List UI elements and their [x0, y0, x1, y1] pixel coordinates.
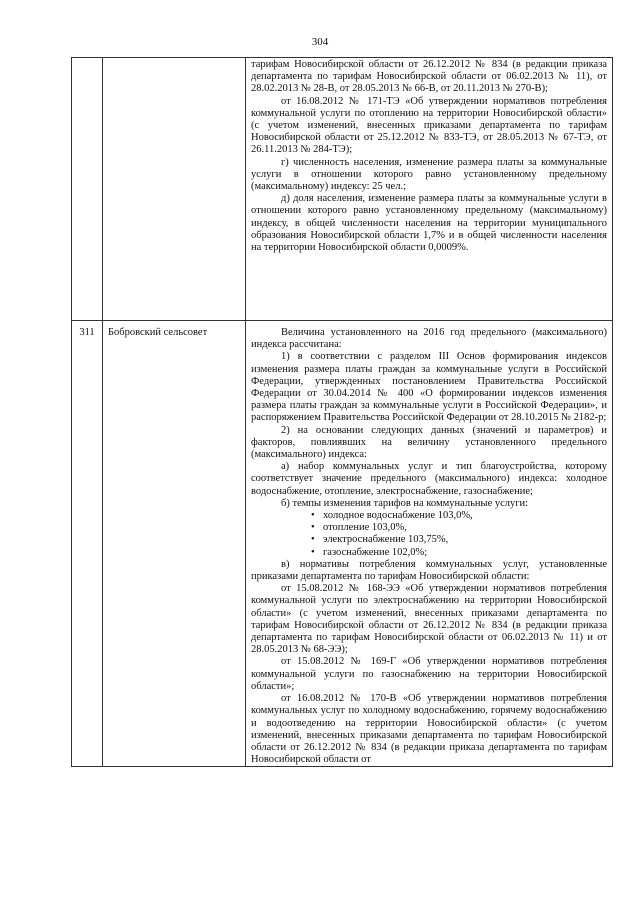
table-row	[72, 58, 613, 321]
paragraph: от 15.08.2012 № 169-Г «Об утверждении нормативов потребления коммунальной услуги по газоснабжению на территории Новосибирской области»;	[251, 656, 607, 692]
list-item: • холодное водоснабжение 103,0%,	[311, 510, 607, 522]
description-cell	[246, 321, 613, 767]
municipality-name-cell: Бобровский сельсовет	[103, 321, 246, 767]
paragraph: г) численность населения, изменение размера платы за коммунальные услуги в отношении которого равно установленному предельному (максимальному) индексу: 25 чел.;	[251, 156, 607, 193]
paragraph: тарифам Новосибирской области от 26.12.2012 № 834 (в редакции приказа департамента по тарифам Новосибирской области от 06.02.2013 № 11), от 28.02.2013 № 28-В, от 28.05.2013 № 66-В, от 20.11.2013 № 270-В);	[251, 59, 607, 95]
list-item: • отопление 103,0%,	[311, 522, 607, 534]
paragraph: от 15.08.2012 № 168-ЭЭ «Об утверждении нормативов потребления коммунальной услуги по электроснабжению на территории Новосибирской области» (с учетом изменений, внесенных приказами департамента по тарифам Новосибирской области от 26.12.2012 № 834 (в редакции приказа департамента по тарифам Новосибирской области от 06.02.2013 № 11) и от 28.05.2013 № 68-ЭЭ);	[251, 583, 607, 656]
row-number-cell	[72, 58, 103, 321]
paragraph: Величина установленного на 2016 год предельного (максимального) индекса рассчитана:	[251, 327, 607, 351]
paragraph: 2) на основании следующих данных (значений и параметров) и факторов, повлиявших на величину установленного предельного (максимального) индекса:	[251, 424, 607, 461]
page-number: 304	[311, 36, 329, 48]
paragraph: в) нормативы потребления коммунальных услуг, установленные приказами департамента по тарифам Новосибирской области:	[251, 558, 607, 583]
list-item: • газоснабжение 102,0%;	[311, 547, 607, 559]
document-table	[71, 57, 613, 767]
paragraph: д) доля населения, изменение размера платы за коммунальные услуги в отношении которого равно установленному предельному (максимальному) индексу, в общей численности населения на территории муниципального образования Новосибирской области 1,7% и в общей численности населения на территории Новосибирской области 0,0009%.	[251, 193, 607, 254]
table-row	[72, 321, 613, 767]
paragraph: от 16.08.2012 № 170-В «Об утверждении нормативов потребления коммунальных услуг по холодному водоснабжению, горячему водоснабжению и водоотведению на территории Новосибирской области» (с учетом изменений, внесенных приказами департамента по тарифам Новосибирской области от 26.12.2012 № 834 (в редакции приказа департамента по тарифам Новосибирской области от	[251, 693, 607, 766]
list-item: • электроснабжение 103,75%,	[311, 534, 607, 546]
description-cell	[246, 58, 613, 321]
municipality-name-cell	[103, 58, 246, 321]
row-number-cell: 311	[72, 321, 103, 767]
paragraph: б) темпы изменения тарифов на коммунальные услуги:	[281, 497, 529, 509]
paragraph: от 16.08.2012 № 171-ТЭ «Об утверждении нормативов потребления коммунальной услуги по отоплению на территории Новосибирской области» (с учетом изменений, внесенных приказами департамента по тарифам Новосибирской области от 25.12.2012 № 833-ТЭ, от 28.05.2013 № 67-ТЭ, от 26.11.2013 № 284-ТЭ);	[251, 95, 607, 156]
paragraph: 1) в соответствии с разделом III Основ формирования индексов изменения размера платы граждан за коммунальные услуги в Российской Федерации, утвержденных постановлением Правительства Российской Федерации от 30.04.2014 № 400 «О формировании индексов изменения размера платы граждан за коммунальные услуги в Российской Федерации», и распоряжением Правительства Российской Федерации от 28.10.2015 № 2182-р;	[251, 351, 607, 424]
paragraph: а) набор коммунальных услуг и тип благоустройства, которому соответствует значение предельного (максимального) индекса: холодное водоснабжение, отопление, электроснабжение, газоснабжение;	[251, 461, 607, 497]
tariff-list	[251, 510, 607, 559]
